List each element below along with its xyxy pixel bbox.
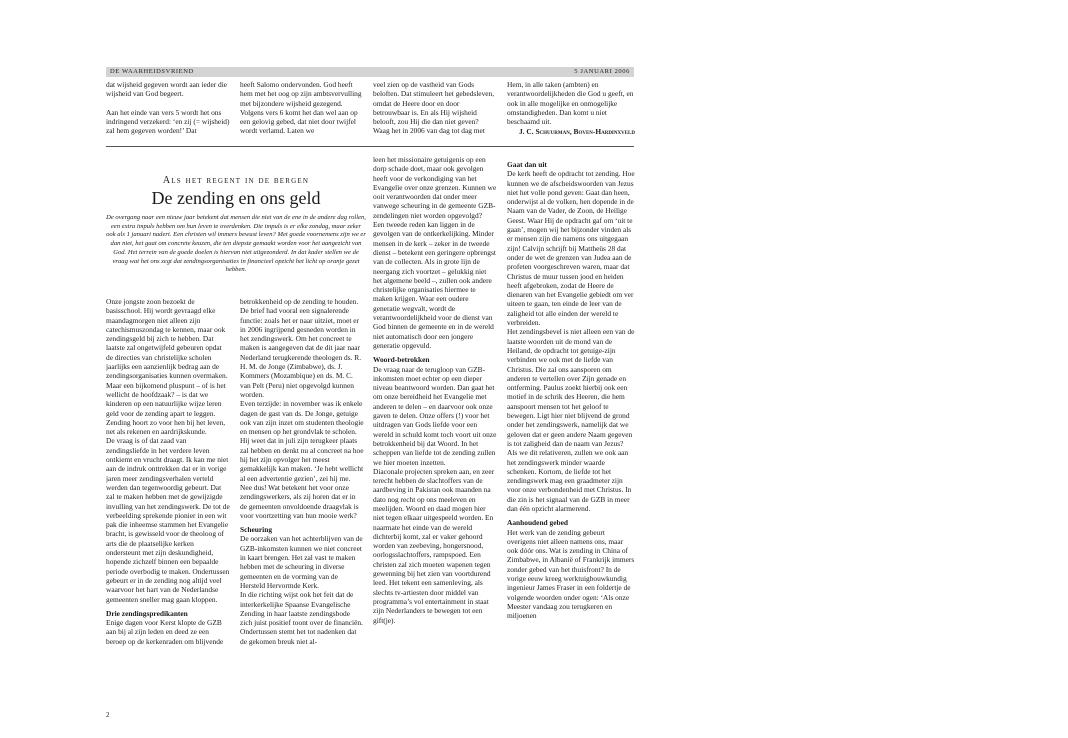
section-divider bbox=[106, 146, 634, 147]
paragraph: De kerk heeft de opdracht tot zending. Hoe kunnen we de afscheidswoorden van Jezus niet het volle pond geven: Gaat dan heen, onderwijst al de volken, hen dopende in de Naam van de Vader, de Zoon, de Heilige Geest. Waar Hij de opdracht gaf om ‘uit te gaan’, mogen wij het bijzonder vinden als er mensen zijn die namens ons uitgegaan zijn! Calvijn schrijft bij Mattheüs 28 dat onder de wet de grenzen van Judea aan de profeten voorgeschreven waren, maar dat Christus de muur tussen jood en heiden heeft afgebroken, zodat de Heere de dienaren van het Evangelie gebiedt om ver uiteen te gaan, ten einde de leer van de zaligheid tot alle einden der wereld te verbreiden. bbox=[507, 169, 635, 328]
page-number: 2 bbox=[106, 711, 110, 719]
article-intro: De overgang naar een nieuw jaar betekent dat mensen die niet van de ene in de andere dag rollen, een extra impuls hebben om hun leven te overdenken. Die impuls is er elke zondag, maar zeker ook als 1 januari nadert. Een christen wil immers bewust leven? Met goede voornemens zijn we er dan niet, het gaat om concrete keuzen, die ten diepste gemaakt worden voor het aangezicht van God. Het terrein van de goede doelen is hiervan niet uitgezonderd. In dat kader stellen we de vraag wat het ons zegt dat zendingsorganisaties in financieel opzicht het licht op oranje gezet hebben. bbox=[106, 214, 366, 274]
paragraph: Diaconale projecten spreken aan, en zeer terecht hebben de slachtoffers van de aardbeving in Pakistan ook maanden na dato nog recht op ons meeleven en meelijden. Woord en daad mogen hier niet tegen elkaar uitgespeeld worden. En naarmate het einde van de wereld dichterbij komt, zal er vaker gehoord worden van zeebeving, hongersnood, oorlogsslachtoffers, rampspoed. Een christen zal zich moeten wapenen tegen gewenning bij het zien van voortdurend leed. Het tekent een samenleving, als slechts tv-artiesten door middel van programma’s vol entertainment in staat zijn Nederlanders te bewegen tot een gift(je). bbox=[373, 466, 495, 625]
article-col-4 bbox=[507, 155, 635, 717]
paragraph: In die richting wijst ook het feit dat de interkerkelijke Spaanse Evangelische Zending in haar laatste zendingsbode zich juist positief toont over de financiën. Ondertussen stemt het tot nadenken dat de gekomen breuk niet al- bbox=[240, 590, 363, 646]
article-kicker: Als het regent in de bergen bbox=[162, 175, 310, 186]
previous-article-col-3 bbox=[373, 80, 497, 142]
section-heading: Gaat dan uit bbox=[507, 160, 547, 169]
paragraph: Even terzijde: in november was ik enkele dagen de gast van ds. De Jonge, getuige ook van zijn inzet om studenten theologie en mensen op het grondvlak te scholen. Hij weet dat in juli zijn terugkeer plaats zal hebben en denkt nu al concreet na hoe hij het zijn opvolger het meest gemakkelijk kan maken. ‘Je hebt wellicht al een advertentie gezien’, zei hij me. Nee dus! Wat betekent het voor onze zendingswerkers, als zij horen dat er in de gemeenten onvoldoende draagvlak is voor voortzetting van hun mooie werk? bbox=[240, 399, 364, 520]
paragraph: Aan het einde van vers 5 wordt het ons indringend verzekerd: ‘en zij (= wijsheid) zal hem gegeven worden!’ Dat bbox=[106, 107, 230, 136]
publication-name: DE WAARHEIDSVRIEND bbox=[110, 68, 194, 75]
previous-article-col-1 bbox=[106, 80, 230, 142]
section-heading: Aanhoudend gebed bbox=[507, 518, 568, 528]
paragraph: De vraag is of dat zaad van zendingsliefde in het verdere leven ontkiemt en vrucht draagt. Ik kan me niet aan de indruk onttrekken dat er in vorige jaren meer zendingsverhalen verteld werden dan tegenwoordig gebeurt. Dat zal te maken hebben met de gewijzigde invulling van het zendingswerk. De tot de verbeelding sprekende pionier in een wit pak die inheemse stammen het Evangelie bracht, is gewisseld voor de theoloog of arts die de plaatselijke kerken ondersteunt met zijn deskundigheid, hopende zichzelf binnen een bepaalde periode overbodig te maken. Ondertussen gebeurt er in de zending nog altijd veel waarvoor het hart van de Nederlandse gemeenten sneller mag gaan kloppen. bbox=[106, 436, 230, 604]
previous-article-col-2 bbox=[240, 80, 364, 142]
paragraph: De oorzaken van het achterblijven van de GZB-inkomsten kunnen we niet concreet in kaart brengen. Het zal vast te maken hebben met de scheuring in diverse gemeenten en de vorming van de Hersteld Hervormde Kerk. bbox=[240, 534, 363, 590]
previous-article-col-4 bbox=[507, 80, 635, 142]
paragraph: Het zendingsbevel is niet alleen een van de laatste woorden uit de mond van de Heiland, de opdracht tot getuige-zijn verbinden we ook met de liefde van Christus. Die zal ons aansporen om anderen te vertellen over Zijn genade en ontferming. Paulus zoekt hierbij ook een motief in de schrik des Heeren, die hem aanspoort mensen tot het geloof te bewegen. Ligt hier niet blijvend de grond onder het zendingswerk, namelijk dat we geloven dat er geen andere Naam gegeven is tot zaligheid dan de naam van Jezus? Als we dit relativeren, zullen we ook aan het zendingswerk minder waarde schenken. Kortom, de liefde tot het zendingswerk mag een graadmeter zijn voor onze verbondenheid met Christus. In die zin is het signaal van de GZB in meer dan één opzicht alarmerend. bbox=[507, 327, 635, 513]
article-title: De zending en ons geld bbox=[151, 188, 321, 208]
paragraph: veel zien op de vastheid van Gods beloften. Dat stimuleert het gebedsleven, omdat de Heere door en door betrouwbaar is. En als Hij wijsheid belooft, zou Hij die dan niet geven? Waag het in 2006 van dag tot dag met bbox=[373, 80, 495, 136]
section-heading: Drie zendingspredikanten bbox=[106, 608, 188, 618]
paragraph: Onze jongste zoon bezoekt de basisschool. Hij wordt gevraagd elke maandagmorgen niet alleen zijn catechismuszondag te kennen, maar ook zendingsgeld bij zich te hebben. Dat laatste zal ongetwijfeld gebeuren opdat de directies van christelijke scholen jaarlijks een aanzienlijk bedrag aan de zendingsorganisaties kunnen overmaken. Maar een bijkomend pluspunt – of is het wellicht de hoofdzaak? – is dat we kinderen op een natuurlijke wijze leren geld voor de zending apart te leggen. Zending hoort zo voor hen bij het leven, net als rekenen en aardrijkskunde. bbox=[106, 297, 228, 437]
article-col-3 bbox=[373, 155, 497, 717]
paragraph: Hem, in alle taken (ambten) en verantwoordelijkheden die God u geeft, en ook in alle mogelijke en onmogelijke omstandigheden. Dan komt u niet beschaamd uit. bbox=[507, 80, 634, 127]
paragraph: leen het missionaire getuigenis op een dorp schade doet, maar ook gevolgen heeft voor de verkondiging van het Evangelie over onze grenzen. Kunnen we ooit verantwoorden dat onder meer vanwege scheuring in de gemeente GZB-zendelingen niet worden opgevolgd? bbox=[373, 155, 497, 220]
section-heading: Woord-betrokken bbox=[373, 355, 430, 365]
paragraph: heeft Salomo ondervonden. God heeft hem met het oog op zijn ambtsvervulling met bijzondere wijsheid gezegend. Volgens vers 6 komt het dan wel aan op een gelovig gebed, dat niet door twijfel wordt verlamd. Laten we bbox=[240, 80, 362, 136]
article-col-1 bbox=[106, 297, 230, 717]
paragraph: Het werk van de zending gebeurt overigens niet alleen namens ons, maar ook dóór ons. Wat is zending in China of Zimbabwe, in Albanië of Frankrijk immers zonder gebed van het thuisfront? In de vorige eeuw kreeg werktuigbouwkundig ingenieur James Fraser in een foldertje de volgende woorden onder ogen: ‘Als onze Meester vandaag zou terugkeren en miljoenen bbox=[507, 527, 635, 621]
paragraph: dat wijsheid gegeven wordt aan ieder die wijsheid van God begeert. bbox=[106, 80, 228, 99]
paragraph: Enige dagen voor Kerst klopte de GZB aan bij al zijn leden en deed ze een beroep op de kerkenraden om blijvende bbox=[106, 618, 224, 646]
author-signature: J. C. Schuurman, Boven-Hardinxveld bbox=[519, 127, 635, 137]
paragraph: De vraag naar de terugloop van GZB-inkomsten moet echter op een dieper niveau beantwoord worden. Dan gaat het om onze bereidheid het Evangelie met anderen te delen – en daarvoor ook onze gaven te delen. Onze offers (!) voor het uitdragen van Gods liefde voor een wereld in schuld komt toch voort uit onze betrokkenheid bij dat Woord. In het scheppen van liefde tot de zending zullen we hier moeten inzetten. bbox=[373, 364, 497, 467]
paragraph: Een tweede reden kan liggen in de gevolgen van de ontkerkelijking. Minder mensen in de kerk – zeker in de tweede dienst – betekent een geringere opbrengst van de collecten. Als in grote lijn de neergang zich voortzet – gelukkig niet het algemene beeld –, zullen ook andere christelijke organisaties hiermee te maken krijgen. Waar een oudere generatie wegvalt, wordt de verantwoordelijkheid voor de dienst van God binnen de gemeente en in de wereld niet automatisch door een jongere generatie opgevuld. bbox=[373, 220, 496, 350]
section-heading: Scheuring bbox=[240, 525, 273, 535]
issue-date: 5 JANUARI 2006 bbox=[574, 68, 630, 75]
running-header bbox=[106, 67, 634, 77]
paragraph: betrokkenheid op de zending te houden. De brief had vooral een signalerende functie: zoals het er naar uitziet, moet er in 2006 ingrijpend gesneden worden in het zendingswerk. Om het concreet te maken is aangegeven dat de dit jaar naar Nederland terugkerende theologen ds. R. H. M. de Jonge (Zimbabwe), ds. J. Kommers (Mozambique) en ds. M. C. van Pelt (Peru) niet opgevolgd kunnen worden. bbox=[240, 297, 362, 399]
article-col-2 bbox=[240, 297, 364, 717]
